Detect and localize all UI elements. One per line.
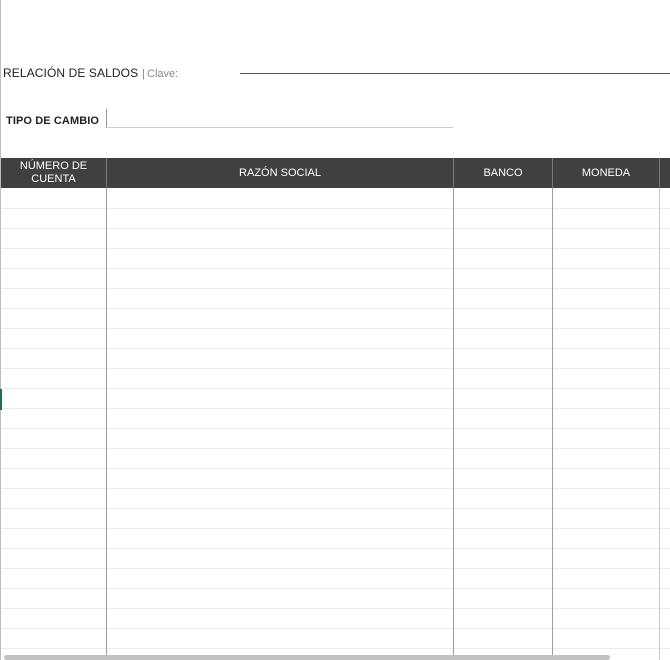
table-cell-moneda[interactable] — [552, 589, 659, 608]
table-cell-banco[interactable] — [453, 349, 552, 368]
table-row — [1, 309, 670, 329]
table-cell-numero[interactable] — [1, 629, 106, 648]
table-cell-moneda[interactable] — [552, 309, 659, 328]
table-cell-numero[interactable] — [1, 389, 106, 408]
report-title-row — [3, 64, 178, 82]
table-cell-razon[interactable] — [106, 589, 453, 608]
table-cell-razon[interactable] — [106, 609, 453, 628]
table-cell-moneda[interactable] — [552, 389, 659, 408]
horizontal-scrollbar[interactable] — [4, 655, 610, 660]
clave-field[interactable] — [240, 73, 670, 74]
table-cell-razon[interactable] — [106, 309, 453, 328]
table-cell-numero[interactable] — [1, 429, 106, 448]
table-cell-extra[interactable] — [659, 649, 670, 660]
column-header-moneda-label: MONEDA — [581, 166, 631, 179]
table-cell-banco[interactable] — [453, 389, 552, 408]
title-separator: | — [142, 68, 146, 80]
column-header-extra[interactable] — [660, 158, 670, 188]
table-cell-banco[interactable] — [453, 469, 552, 488]
table-row — [1, 549, 670, 569]
table-cell-moneda[interactable] — [552, 229, 659, 248]
table-row — [1, 349, 670, 369]
table-cell-banco[interactable] — [453, 209, 552, 228]
table-cell-extra[interactable] — [659, 269, 670, 288]
table-cell-extra[interactable] — [659, 209, 670, 228]
table-cell-banco[interactable] — [453, 189, 552, 208]
table-cell-moneda[interactable] — [552, 509, 659, 528]
table-cell-banco[interactable] — [453, 429, 552, 448]
column-header-banco-label: BANCO — [483, 166, 523, 179]
table-cell-numero[interactable] — [1, 249, 106, 268]
table-cell-moneda[interactable] — [552, 349, 659, 368]
table-cell-banco[interactable] — [453, 269, 552, 288]
column-header-banco[interactable] — [454, 158, 552, 188]
table-cell-moneda[interactable] — [552, 369, 659, 388]
table-cell-moneda[interactable] — [552, 469, 659, 488]
table-cell-razon[interactable] — [106, 509, 453, 528]
table-cell-moneda[interactable] — [552, 249, 659, 268]
table-cell-banco[interactable] — [453, 369, 552, 388]
column-header-numero-line2: CUENTA — [31, 173, 76, 185]
table-cell-razon[interactable] — [106, 349, 453, 368]
table-row — [1, 389, 670, 409]
table-cell-extra[interactable] — [659, 229, 670, 248]
table-cell-numero[interactable] — [1, 609, 106, 628]
table-row — [1, 269, 670, 289]
table-cell-numero[interactable] — [1, 529, 106, 548]
table-cell-extra[interactable] — [659, 569, 670, 588]
report-title: RELACIÓN DE SALDOS — [3, 66, 139, 80]
table-row — [1, 569, 670, 589]
table-cell-moneda[interactable] — [552, 269, 659, 288]
table-cell-banco[interactable] — [453, 289, 552, 308]
column-header-moneda[interactable] — [553, 158, 659, 188]
table-row — [1, 589, 670, 609]
table-cell-razon[interactable] — [106, 289, 453, 308]
table-cell-banco[interactable] — [453, 609, 552, 628]
table-row — [1, 289, 670, 309]
table-row — [1, 609, 670, 629]
table-cell-moneda[interactable] — [552, 189, 659, 208]
table-cell-banco[interactable] — [453, 549, 552, 568]
table-cell-extra[interactable] — [659, 289, 670, 308]
table-cell-banco[interactable] — [453, 629, 552, 648]
table-cell-extra[interactable] — [659, 469, 670, 488]
table-cell-moneda[interactable] — [552, 629, 659, 648]
table-cell-extra[interactable] — [659, 189, 670, 208]
table-cell-moneda[interactable] — [552, 209, 659, 228]
table-cell-razon[interactable] — [106, 369, 453, 388]
table-cell-razon[interactable] — [106, 469, 453, 488]
column-header-razon-label: RAZÓN SOCIAL — [239, 166, 321, 179]
table-row — [1, 329, 670, 349]
table-cell-numero[interactable] — [1, 589, 106, 608]
table-row — [1, 209, 670, 229]
table-cell-extra[interactable] — [659, 629, 670, 648]
table-row — [1, 509, 670, 529]
table-cell-razon[interactable] — [106, 249, 453, 268]
active-cell-indicator — [0, 389, 2, 410]
table-cell-numero[interactable] — [1, 209, 106, 228]
table-body — [1, 189, 670, 660]
table-header — [1, 158, 670, 188]
table-cell-extra[interactable] — [659, 329, 670, 348]
table-cell-numero[interactable] — [1, 449, 106, 468]
table-cell-numero[interactable] — [1, 309, 106, 328]
table-cell-moneda[interactable] — [552, 609, 659, 628]
table-cell-razon[interactable] — [106, 489, 453, 508]
table-cell-moneda[interactable] — [552, 569, 659, 588]
table-cell-numero[interactable] — [1, 349, 106, 368]
table-cell-numero[interactable] — [1, 269, 106, 288]
table-cell-numero[interactable] — [1, 409, 106, 428]
table-row — [1, 409, 670, 429]
table-row — [1, 529, 670, 549]
table-cell-extra[interactable] — [659, 369, 670, 388]
table-cell-extra[interactable] — [659, 529, 670, 548]
table-cell-razon[interactable] — [106, 389, 453, 408]
table-cell-banco[interactable] — [453, 329, 552, 348]
table-cell-moneda[interactable] — [552, 289, 659, 308]
table-cell-numero[interactable] — [1, 289, 106, 308]
table-cell-banco[interactable] — [453, 249, 552, 268]
table-cell-numero[interactable] — [1, 549, 106, 568]
table-cell-numero[interactable] — [1, 489, 106, 508]
table-cell-extra[interactable] — [659, 309, 670, 328]
table-cell-numero[interactable] — [1, 509, 106, 528]
table-cell-razon[interactable] — [106, 329, 453, 348]
table-row — [1, 429, 670, 449]
column-divider — [552, 188, 553, 660]
table-cell-numero[interactable] — [1, 469, 106, 488]
column-header-razon-social[interactable] — [107, 158, 453, 188]
tipo-cambio-label: TIPO DE CAMBIO — [6, 115, 100, 127]
table-cell-moneda[interactable] — [552, 449, 659, 468]
column-divider — [659, 188, 660, 660]
table-cell-numero[interactable] — [1, 229, 106, 248]
table-cell-moneda[interactable] — [552, 549, 659, 568]
table-cell-banco[interactable] — [453, 529, 552, 548]
table-cell-banco[interactable] — [453, 449, 552, 468]
table-row — [1, 629, 670, 649]
table-cell-banco[interactable] — [453, 489, 552, 508]
table-cell-razon[interactable] — [106, 449, 453, 468]
column-divider — [453, 188, 454, 660]
table-cell-razon[interactable] — [106, 529, 453, 548]
table-cell-moneda[interactable] — [552, 409, 659, 428]
table-row — [1, 229, 670, 249]
table-cell-moneda[interactable] — [552, 329, 659, 348]
table-cell-razon[interactable] — [106, 229, 453, 248]
table-cell-banco[interactable] — [453, 589, 552, 608]
table-row — [1, 469, 670, 489]
table-cell-numero[interactable] — [1, 329, 106, 348]
table-cell-moneda[interactable] — [552, 489, 659, 508]
column-divider — [106, 188, 107, 660]
table-cell-numero[interactable] — [1, 189, 106, 208]
table-row — [1, 489, 670, 509]
table-cell-extra[interactable] — [659, 549, 670, 568]
table-cell-extra[interactable] — [659, 429, 670, 448]
table-cell-extra[interactable] — [659, 509, 670, 528]
table-cell-numero[interactable] — [1, 569, 106, 588]
table-cell-razon[interactable] — [106, 549, 453, 568]
table-cell-razon[interactable] — [106, 409, 453, 428]
table-cell-numero[interactable] — [1, 369, 106, 388]
table-cell-banco[interactable] — [453, 229, 552, 248]
table-row — [1, 449, 670, 469]
table-cell-extra[interactable] — [659, 609, 670, 628]
table-cell-banco[interactable] — [453, 569, 552, 588]
table-cell-banco[interactable] — [453, 409, 552, 428]
table-cell-moneda[interactable] — [552, 529, 659, 548]
table-cell-razon[interactable] — [106, 189, 453, 208]
table-cell-razon[interactable] — [106, 269, 453, 288]
column-header-numero-line1: NÚMERO DE — [19, 160, 88, 172]
table-cell-extra[interactable] — [659, 449, 670, 468]
table-cell-extra[interactable] — [659, 389, 670, 408]
table-cell-banco[interactable] — [453, 509, 552, 528]
table-row — [1, 189, 670, 209]
table-cell-extra[interactable] — [659, 249, 670, 268]
table-cell-extra[interactable] — [659, 349, 670, 368]
table-cell-extra[interactable] — [659, 489, 670, 508]
table-cell-banco[interactable] — [453, 309, 552, 328]
table-cell-extra[interactable] — [659, 589, 670, 608]
table-row — [1, 369, 670, 389]
table-cell-moneda[interactable] — [552, 429, 659, 448]
clave-label: Clave: — [147, 68, 179, 80]
table-cell-extra[interactable] — [659, 409, 670, 428]
table-cell-razon[interactable] — [106, 209, 453, 228]
column-header-numero-cuenta[interactable] — [1, 158, 106, 188]
table-cell-razon[interactable] — [106, 629, 453, 648]
table-row — [1, 249, 670, 269]
table-cell-razon[interactable] — [106, 429, 453, 448]
table-cell-razon[interactable] — [106, 569, 453, 588]
tipo-cambio-input[interactable] — [106, 109, 453, 128]
